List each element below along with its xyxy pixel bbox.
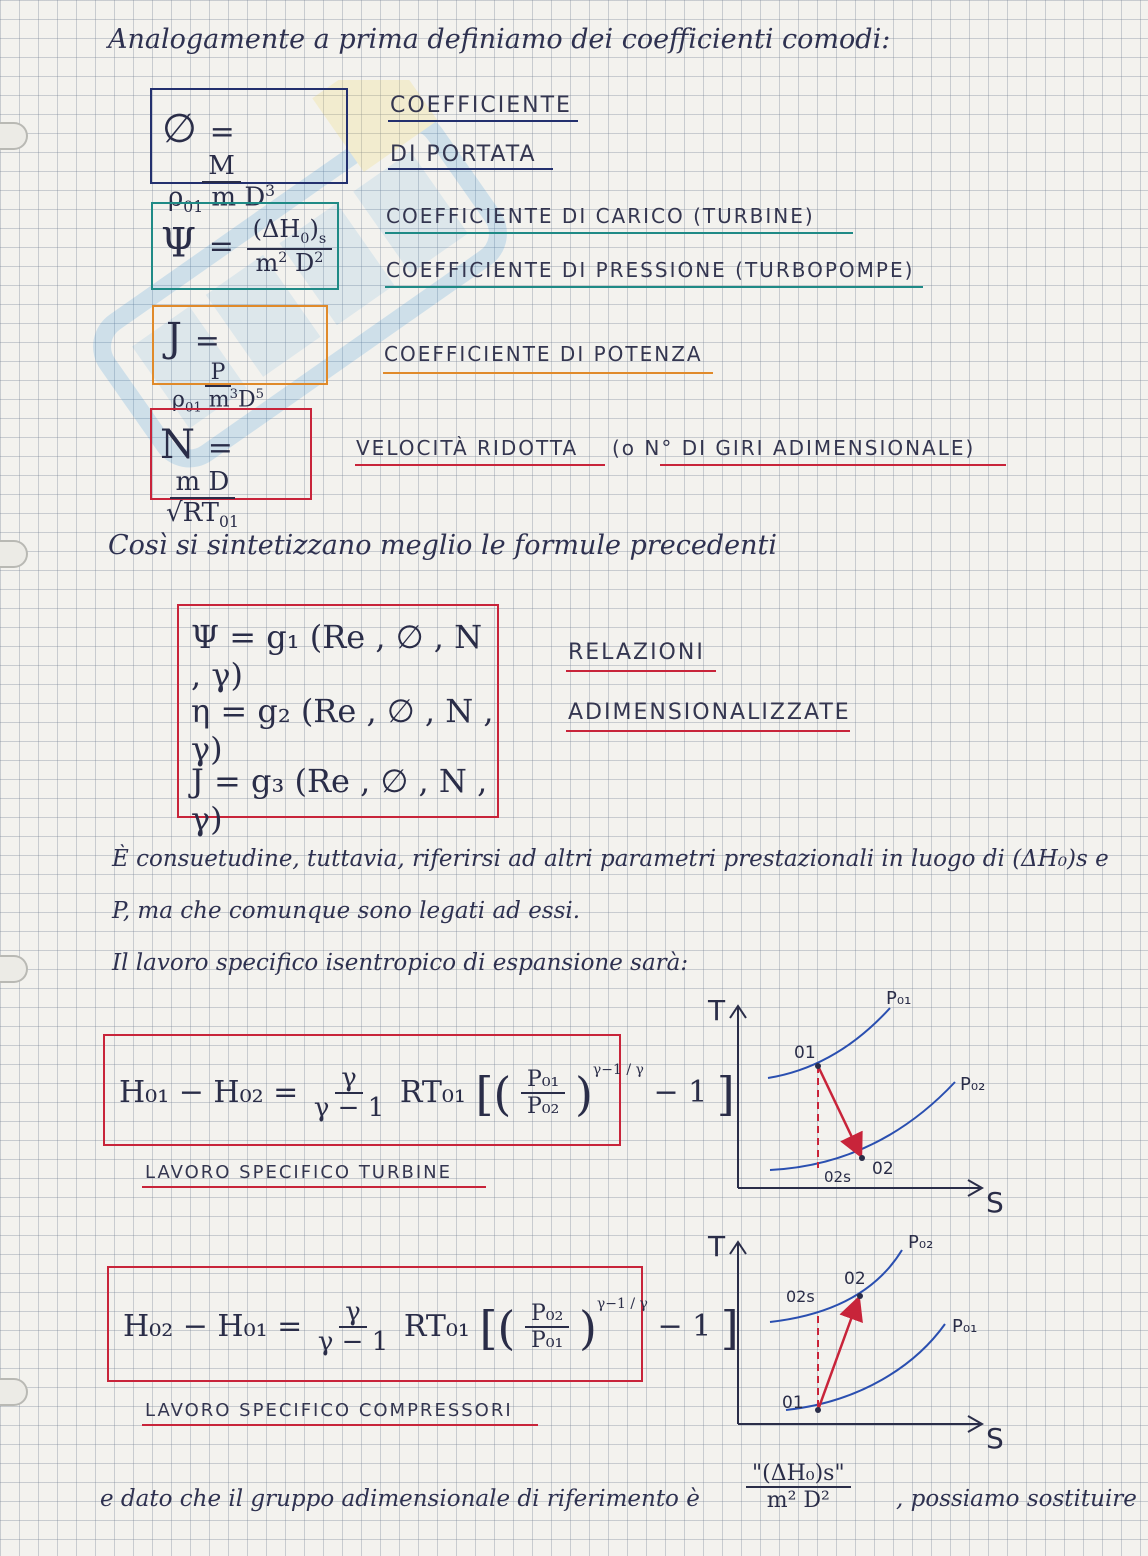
- synth-text: Così si sintetizzano meglio le formule precedenti: [108, 530, 777, 561]
- point-02: 02: [844, 1269, 866, 1289]
- label-p01: P₀₁: [886, 990, 912, 1009]
- reference-group-fraction: [746, 1462, 851, 1513]
- n-symbol: N: [160, 422, 195, 468]
- relations-box: [177, 604, 499, 838]
- paragraph-line-2: P, ma che comunque sono legati ad essi.: [112, 898, 581, 924]
- label-p01: P₀₁: [952, 1316, 978, 1337]
- paragraph-line-3: Il lavoro specifico isentropico di espansione sarà:: [112, 950, 689, 976]
- phi-symbol: ∅: [162, 106, 197, 152]
- reference-group-num: "(ΔH₀)s": [746, 1462, 851, 1488]
- label-p02: P₀₂: [960, 1074, 986, 1095]
- s-label: S: [986, 1186, 1004, 1219]
- turbine-caption: LAVORO SPECIFICO TURBINE: [145, 1162, 452, 1183]
- turbine-rt: RT₀₁: [399, 1075, 466, 1110]
- isobar-top: [770, 1250, 902, 1322]
- compressor-exponent: γ−1 / γ: [596, 1296, 648, 1312]
- point-02s: 02s: [786, 1287, 815, 1306]
- psi-formula-box: Ψ = $\frac{(\Delta H_0)_s}{m^2 D^2}$: [151, 202, 339, 290]
- last-line-before: e dato che il gruppo adimensionale di riferimento è: [100, 1486, 700, 1512]
- turbine-pressure-ratio: $\frac{\text{P₀₁}}{\text{P₀₂}}$: [521, 1068, 565, 1119]
- point-01: 01: [782, 1393, 804, 1413]
- relations-label-1: RELAZIONI: [568, 640, 705, 665]
- n-label-2: (o N° DI GIRI ADIMENSIONALE): [612, 436, 976, 460]
- turbine-exponent: γ−1 / γ: [592, 1062, 644, 1078]
- point-02s: 02s: [824, 1168, 851, 1186]
- turbine-formula-box: H₀₁ − H₀₂ = $\frac{\gamma}{\gamma - 1}$ RT₀₁ [( $\frac{\text{P₀₁}}{\text{P₀₂}}$ )$^{\gamma-1 / \gamma}$ − 1 ]: [103, 1034, 621, 1146]
- psi-fraction: $\frac{(\Delta H_0)_s}{m^2 D^2}$: [247, 216, 333, 277]
- relation-psi: Ψ = g₁ (Re , ∅ , N , γ): [191, 618, 483, 694]
- relation-eta: η = g₂ (Re , ∅ , N , γ): [191, 692, 494, 768]
- compressor-caption: LAVORO SPECIFICO COMPRESSORI: [145, 1400, 513, 1421]
- phi-label-2: DI PORTATA: [390, 142, 537, 167]
- turbine-lhs: H₀₁ − H₀₂ =: [119, 1075, 299, 1110]
- j-formula-box: J = $\frac{P}{\rho_{01} m^3D^5}$: [152, 305, 328, 385]
- compressor-lhs: H₀₂ − H₀₁ =: [123, 1309, 303, 1344]
- turbine-ts-diagram: [690, 990, 1010, 1220]
- n-label-1: VELOCITÀ RIDOTTA: [356, 436, 579, 460]
- j-fraction: $\frac{P}{\rho_{01} m^3D^5}$: [172, 360, 264, 416]
- psi-label-1: COEFFICIENTE DI CARICO (TURBINE): [386, 204, 815, 228]
- binder-hole: [0, 122, 28, 150]
- psi-symbol: Ψ: [161, 220, 197, 267]
- paragraph-line-1: È consuetudine, tuttavia, riferirsi ad altri parametri prestazionali in luogo di (ΔH₀)s e: [112, 846, 1109, 872]
- reference-group-den: m² D²: [766, 1488, 830, 1514]
- turbine-tail: − 1: [653, 1075, 708, 1110]
- j-symbol: J: [166, 315, 183, 361]
- compressor-tail: − 1: [657, 1309, 712, 1344]
- t-label: T: [708, 1230, 726, 1263]
- relations-label-2: ADIMENSIONALIZZATE: [568, 700, 851, 725]
- last-line-after: , possiamo sostituire: [896, 1486, 1137, 1512]
- t-label: T: [708, 994, 726, 1027]
- isobar-bottom: [786, 1324, 945, 1410]
- isobar-top: [768, 1008, 890, 1078]
- compressor-gamma-fraction: $\frac{\gamma}{\gamma - 1}$: [317, 1296, 389, 1358]
- s-label: S: [986, 1422, 1004, 1455]
- relation-j: J = g₃ (Re , ∅ , N , γ): [191, 762, 488, 838]
- process-line: [818, 1066, 860, 1154]
- turbine-gamma-fraction: $\frac{\gamma}{\gamma - 1}$: [313, 1062, 385, 1124]
- psi-label-2: COEFFICIENTE DI PRESSIONE (TURBOPOMPE): [386, 258, 915, 282]
- j-label: COEFFICIENTE DI POTENZA: [384, 342, 703, 366]
- compressor-ts-diagram: [690, 1226, 1010, 1456]
- label-p02: P₀₂: [908, 1232, 934, 1253]
- point-01: 01: [794, 1043, 816, 1063]
- n-formula-box: N = $\frac{\text{m D}}{√RT_{01}}$: [150, 408, 312, 500]
- compressor-formula-box: H₀₂ − H₀₁ = $\frac{\gamma}{\gamma - 1}$ RT₀₁ [( $\frac{\text{P₀₂}}{\text{P₀₁}}$ )$^{\gamma-1 / \gamma}$ − 1 ]: [107, 1266, 643, 1382]
- compressor-pressure-ratio: $\frac{\text{P₀₂}}{\text{P₀₁}}$: [525, 1302, 569, 1353]
- compressor-rt: RT₀₁: [403, 1309, 470, 1344]
- intro-text: Analogamente a prima definiamo dei coefficienti comodi:: [108, 24, 891, 55]
- binder-hole: [0, 955, 28, 983]
- phi-label-1: COEFFICIENTE: [390, 93, 572, 118]
- binder-hole: [0, 1378, 28, 1406]
- binder-hole: [0, 540, 28, 568]
- phi-formula-box: ∅ = $\frac{M}{\rho_{01} m D^3}$: [150, 88, 348, 184]
- point-02: 02: [872, 1159, 894, 1179]
- phi-fraction: $\frac{M}{\rho_{01} m D^3}$: [168, 151, 276, 216]
- n-fraction: $\frac{\text{m D}}{√RT_{01}}$: [166, 467, 239, 531]
